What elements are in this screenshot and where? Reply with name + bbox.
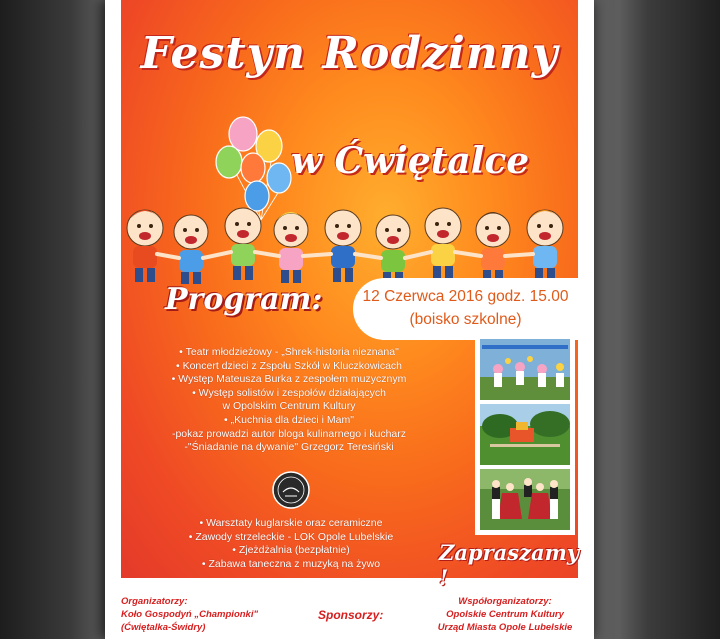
program-list-2 [141, 517, 441, 571]
photo-kids-stage [480, 339, 570, 400]
program-item: • „Kuchnia dla dzieci i Mam" [224, 413, 354, 426]
program-item: • Zabawa taneczna z muzyką na żywo [201, 557, 381, 570]
blog-logo-icon [271, 470, 311, 510]
coorganizers-heading: Współorganizatorzy: [458, 596, 552, 607]
kids-illustration [121, 196, 578, 286]
date-box [353, 278, 578, 340]
poster-orange-area [121, 0, 580, 590]
program-item: w Opolskim Centrum Kultury [222, 400, 356, 413]
photo-playground [480, 404, 570, 465]
program-item: • Teatr młodzieżowy - „Shrek-historia nieznana" [179, 346, 399, 358]
photo-strip [475, 335, 575, 535]
organizers-block [121, 595, 258, 634]
program-item: • Zjeżdżalnia (bezpłatnie) [232, 544, 350, 557]
program-item: -pokaz prowadzi autor bloga kulinarnego i kucharz [171, 427, 407, 440]
program-item: • Koncert dzieci z Zspołu Szkół w Kluczkowicach [175, 359, 402, 372]
program-item: • Występ solistów i zespołów działających [192, 386, 386, 399]
photo-folk-dancers [480, 469, 570, 530]
organizers-heading: Organizatorzy: [121, 596, 188, 607]
sponsors-heading: Sponsorzy: [318, 608, 384, 622]
coorganizer-item: Opolskie Centrum Kultury [446, 609, 564, 620]
program-heading: Program: [165, 282, 323, 317]
title-line2: w Ćwiętalce [291, 140, 530, 182]
place-line: (boisko szkolne) [409, 311, 522, 328]
program-item: -"Śniadanie na dywanie" Grzegorz Teresiński [184, 441, 394, 454]
coorganizer-item: Urząd Miasta Opole Lubelskie [437, 622, 573, 633]
poster [105, 0, 594, 639]
program-item: • Warsztaty kuglarskie oraz ceramiczne [199, 517, 383, 529]
program-item: • Zawody strzeleckie - LOK Opole Lubelskie [188, 530, 394, 543]
coorganizers-block [425, 595, 585, 634]
date-line: 12 Czerwca 2016 godz. 15.00 [362, 288, 569, 305]
program-list [139, 346, 439, 455]
organizer-item: (Ćwiętalka-Świdry) [121, 622, 206, 633]
title-line1: Festyn Rodzinny [140, 28, 559, 79]
organizer-item: Koło Gospodyń „Championki" [121, 609, 258, 620]
invite-text: Zapraszamy ! [439, 540, 580, 590]
program-item: • Występ Mateusza Burka z zespołem muzycznym [171, 373, 407, 386]
